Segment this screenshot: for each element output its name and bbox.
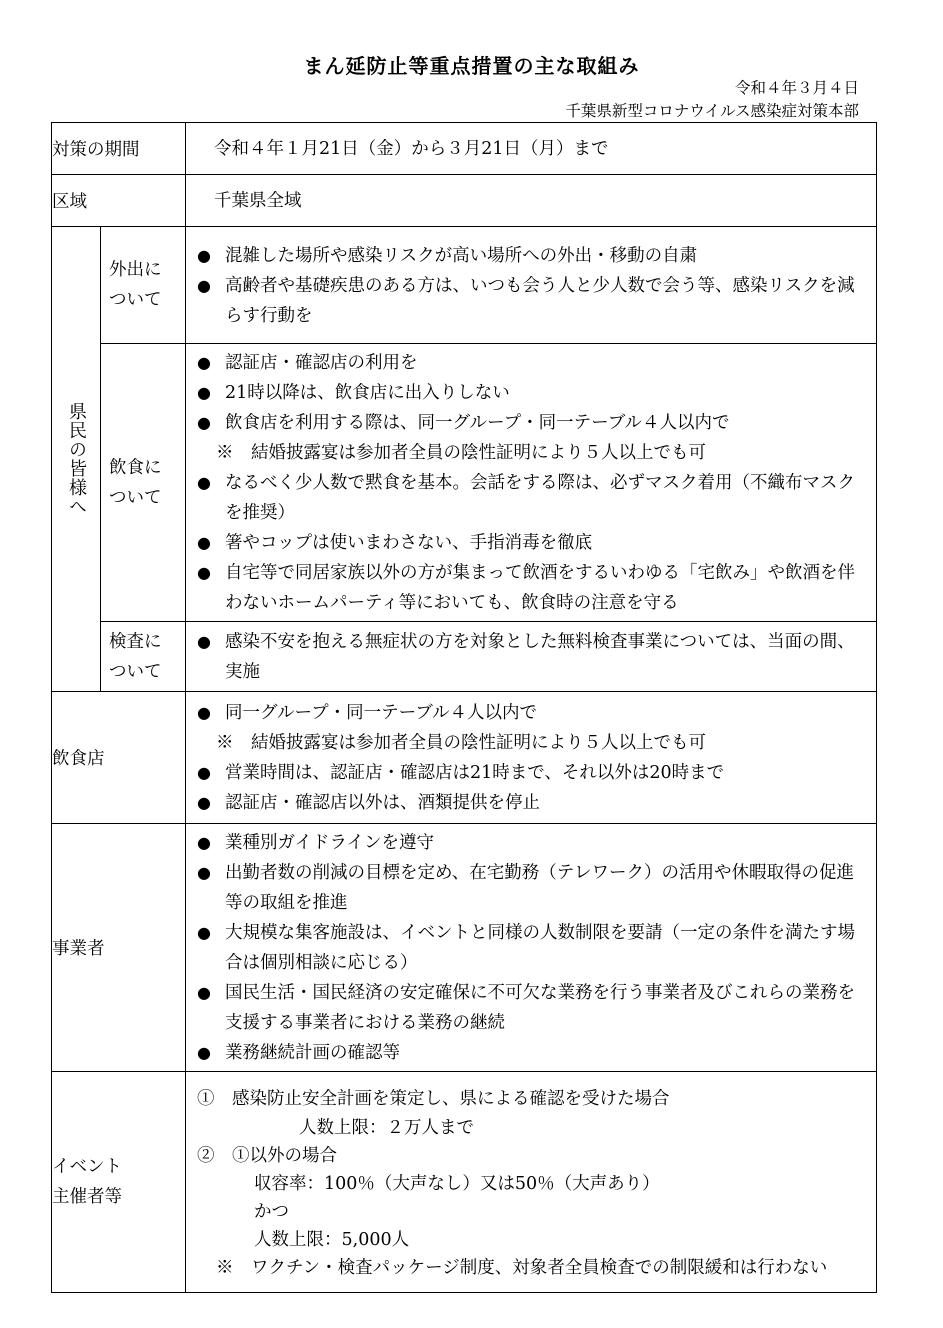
event-and: かつ xyxy=(254,1201,289,1222)
list-item: ● 箸やコップは使いまわさない、手指消毒を徹底 xyxy=(194,528,868,558)
event-capacity-limit-2: 人数上限：5,000人 xyxy=(254,1229,410,1250)
outing-label-cell xyxy=(101,227,186,344)
bullet-icon: ● xyxy=(197,245,211,265)
event-condition-1: ① 感染防止安全計画を策定し、県による確認を受けた場合 xyxy=(197,1088,670,1109)
bullet-icon: ● xyxy=(197,983,211,1002)
restaurants-row xyxy=(52,692,877,824)
dining-content xyxy=(186,344,877,622)
region-value: 千葉県全域 xyxy=(214,190,302,211)
period-label: 対策の期間 xyxy=(52,123,186,175)
list-item: ● 認証店・確認店の利用を xyxy=(194,348,868,378)
bullet-icon: ● xyxy=(197,413,211,432)
list-item: ● 業務継続計画の確認等 xyxy=(194,1038,868,1068)
businesses-label: 事業者 xyxy=(52,824,186,1072)
events-label-line1: イベント xyxy=(52,1157,122,1177)
bullet-icon: ● xyxy=(197,533,211,552)
bullet-icon: ● xyxy=(197,383,211,402)
bullet-icon: ● xyxy=(197,353,211,372)
list-item: ● 自宅等で同居家族以外の方が集まって飲酒をするいわゆる「宅飲み」や飲酒を伴わないホームパーティ等においても、飲食時の注意を守る xyxy=(194,558,868,618)
region-row xyxy=(52,175,877,227)
event-capacity-rate: 収容率：100％（大声なし）又は50％（大声あり） xyxy=(254,1173,660,1194)
testing-label: 検査について xyxy=(109,631,162,682)
event-capacity-limit-1: 人数上限：２万人まで xyxy=(299,1117,474,1138)
wedding-note: ※ 結婚披露宴は参加者全員の陰性証明により５人以上でも可 xyxy=(216,443,706,463)
events-label xyxy=(52,1072,186,1293)
outing-label: 外出について xyxy=(109,260,162,310)
residents-outing-row xyxy=(52,227,877,344)
restaurants-content xyxy=(186,692,877,824)
bullet-icon: ● xyxy=(197,833,211,852)
residents-label: 県民の皆様へ xyxy=(66,402,87,516)
list-item: ● 業種別ガイドラインを遵守 xyxy=(194,828,868,858)
list-item: ● 大規模な集客施設は、イベントと同様の人数制限を要請（一定の条件を満たす場合は個別相談に応じる） xyxy=(194,918,868,978)
list-item: ● 認証店・確認店以外は、酒類提供を停止 xyxy=(194,788,868,818)
dining-label-cell xyxy=(101,344,186,622)
period-value: 令和４年１月21日（金）から３月21日（月）まで xyxy=(214,138,609,159)
bullet-icon: ● xyxy=(197,473,211,492)
businesses-content xyxy=(186,824,877,1072)
region-label: 区域 xyxy=(52,175,186,227)
document-title: まん延防止等重点措置の主な取組み xyxy=(303,54,640,78)
bullet-icon: ● xyxy=(197,763,211,782)
wedding-note: ※ 結婚披露宴は参加者全員の陰性証明により５人以上でも可 xyxy=(216,733,706,753)
list-item: ● 国民生活・国民経済の安定確保に不可欠な業務を行う事業者及びこれらの業務を支援する事業者における業務の継続 xyxy=(194,978,868,1038)
bullet-icon: ● xyxy=(197,632,211,651)
outing-content xyxy=(186,227,877,344)
event-note: ※ ワクチン・検査パッケージ制度、対象者全員検査での制限緩和は行わない xyxy=(216,1257,828,1278)
bullet-icon: ● xyxy=(197,703,211,722)
dining-label: 飲食について xyxy=(109,457,162,508)
list-item: ● 出勤者数の削減の目標を定め、在宅勤務（テレワーク）の活用や休暇取得の促進等の取組を推進 xyxy=(194,858,868,918)
document-date: 令和４年３月４日 xyxy=(734,79,859,97)
measures-table xyxy=(51,122,877,1293)
businesses-row xyxy=(52,824,877,1072)
bullet-icon: ● xyxy=(197,1043,211,1062)
list-item: ● 21時以降は、飲食店に出入りしない xyxy=(194,378,868,408)
restaurants-label: 飲食店 xyxy=(52,692,186,824)
list-item: ● 同一グループ・同一テーブル４人以内で xyxy=(194,698,868,728)
issuing-organization: 千葉県新型コロナウイルス感染症対策本部 xyxy=(565,102,859,120)
list-item: ● 営業時間は、認証店・確認店は21時まで、それ以外は20時まで xyxy=(194,758,868,788)
list-item: ● なるべく少人数で黙食を基本。会話をする際は、必ずマスク着用（不織布マスクを推奨） xyxy=(194,468,868,528)
list-item: ● 混雑した場所や感染リスクが高い場所への外出・移動の自粛 xyxy=(194,241,868,271)
region-value-cell xyxy=(186,175,877,227)
testing-content xyxy=(186,622,877,692)
bullet-icon: ● xyxy=(197,563,211,582)
residents-label-cell xyxy=(52,227,101,692)
period-row xyxy=(52,123,877,175)
list-item: ● 感染不安を抱える無症状の方を対象とした無料検査事業については、当面の間、実施 xyxy=(194,627,868,687)
list-item: ● 高齢者や基礎疾患のある方は、いつも会う人と少人数で会う等、感染リスクを減らす行動を xyxy=(194,271,868,331)
events-content xyxy=(186,1072,877,1293)
events-label-line2: 主催者等 xyxy=(52,1187,122,1207)
bullet-icon: ● xyxy=(197,275,211,295)
bullet-icon: ● xyxy=(197,863,211,882)
events-row xyxy=(52,1072,877,1293)
period-value-cell xyxy=(186,123,877,175)
residents-testing-row xyxy=(52,622,877,692)
testing-label-cell xyxy=(101,622,186,692)
event-condition-2: ② ①以外の場合 xyxy=(197,1145,337,1166)
list-item: ● 飲食店を利用する際は、同一グループ・同一テーブル４人以内で xyxy=(194,408,868,438)
residents-dining-row xyxy=(52,344,877,622)
bullet-icon: ● xyxy=(197,923,211,942)
bullet-icon: ● xyxy=(197,793,211,812)
